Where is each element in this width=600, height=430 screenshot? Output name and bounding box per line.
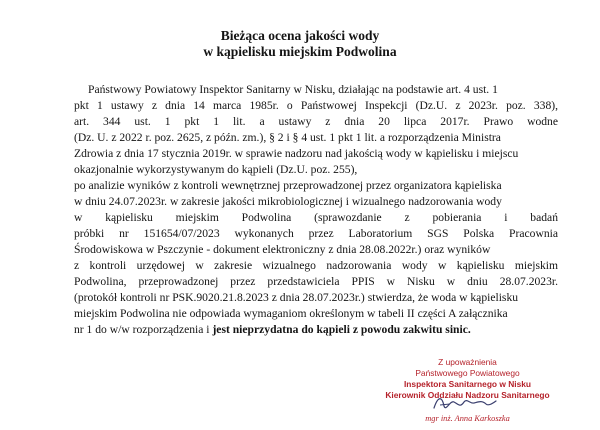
body-line: Środowiskowa w Pszczynie - dokument elektroniczny z dnia 28.08.2022r.) oraz wyników [74,243,491,256]
stamp-line-4: Kierownik Oddziału Nadzoru Sanitarnego [385,390,550,400]
stamp-line-3: Inspektora Sanitarnego w Nisku [403,379,532,389]
body-line: z kontroli urzędowej w zakresie wizualnego nadzorowania wody w kąpielisku miejskim [74,259,558,272]
body-line: w dniu 24.07.2023r. w zakresie jakości mikrobiologicznej i wizualnego nadzorowania wody [74,195,502,208]
body-line: miejskim Podwolina nie odpowiada wymaganiom określonym w tabeli II części A załącznika [74,307,508,320]
body-line: art. 344 ust. 1 pkt 1 lit. a ustawy z dnia 20 lipca 2017r. Prawo wodne [74,115,558,128]
body-line: okazjonalnie wykorzystywanym do kąpieli (Dz.U. poz. 255), [74,163,358,176]
body-line: pkt 1 ustawy z dnia 14 marca 1985r. o Państwowej Inspekcji (Dz.U. z 2023r. poz. 338), [74,99,558,112]
body-line: po analizie wyników z kontroli wewnętrznej przeprowadzonej przez organizatora kąpieliska [74,179,502,192]
body-line-final [74,322,471,337]
body-line: Państwowy Powiatowy Inspektor Sanitarny w Nisku, działając na podstawie art. 4 ust. 1 [88,83,498,96]
stamp-name: mgr inż. Anna Karkoszka [425,414,510,423]
body-line: w kąpielisku miejskim Podwolina (sprawozdanie z pobierania i badań [74,211,558,224]
body-line: Podwolina, przeprowadzonej przez przedstawiciela PPIS w Nisku w dniu 28.07.2023r. [74,275,558,288]
body-line: (protokół kontroli nr PSK.9020.21.8.2023 z dnia 28.07.2023r.) stwierdza, że woda w kąpielisku [74,291,519,304]
body-line: próbki nr 151654/07/2023 wykonanych przez Laboratorium SGS Polska Pracownia [74,227,558,240]
final-line-start: nr 1 do w/w rozporządzenia i [74,323,213,336]
stamp-line-2: Państwowego Powiatowego [415,368,520,378]
final-line-conclusion: jest nieprzydatna do kąpieli z powodu zakwitu sinic. [212,323,471,336]
body-line: (Dz. U. z 2022 r. poz. 2625, z późn. zm.), § 2 i § 4 ust. 1 pkt 1 lit. a rozporządzenia Ministra [74,131,501,144]
document-title-line-1: Bieżąca ocena jakości wody [220,28,380,43]
handwritten-signature [430,392,500,414]
stamp-line-1: Z upoważnienia [438,357,497,367]
document-title-line-2: w kąpielisku miejskim Podwolina [203,44,397,59]
body-line: Zdrowia z dnia 17 stycznia 2019r. w sprawie nadzoru nad jakością wody w kąpielisku i miejscu [74,147,519,160]
